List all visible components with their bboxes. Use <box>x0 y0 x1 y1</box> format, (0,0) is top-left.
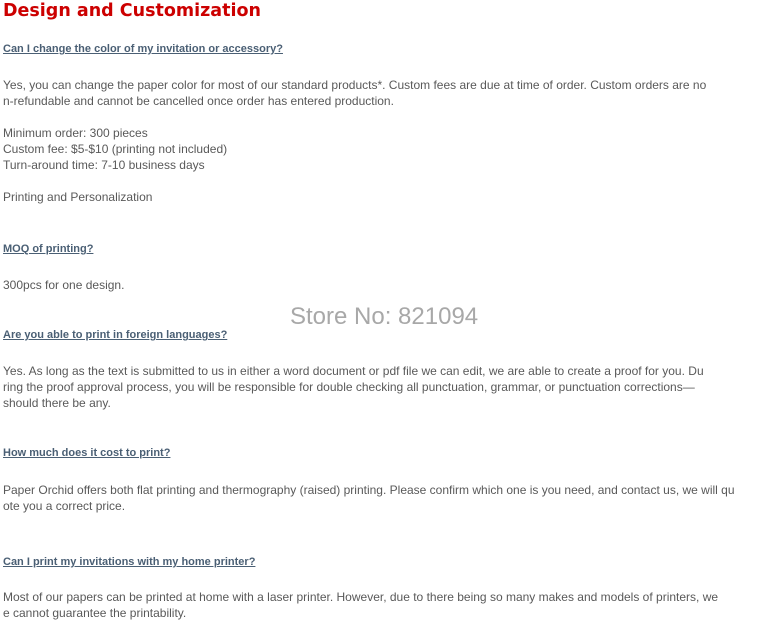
printing-personalization-text: Printing and Personalization <box>3 190 153 204</box>
faq-question-home-printer-link[interactable]: Can I print my invitations with my home printer? <box>3 556 256 568</box>
custom-fee-text: Custom fee: $5-$10 (printing not included) <box>3 142 228 156</box>
answer-line: Paper Orchid offers both flat printing and thermography (raised) printing. Please confirm which one is you need, and contact us, we will qu <box>3 483 735 497</box>
faq-question-change-color-link[interactable]: Can I change the color of my invitation or accessory? <box>3 43 283 55</box>
answer-line: Most of our papers can be printed at home with a laser printer. However, due to there being so many makes and models of printers, we <box>3 590 719 604</box>
store-watermark: Store No: 821094 <box>290 303 479 330</box>
faq-question-foreign-languages-link[interactable]: Are you able to print in foreign languages? <box>3 329 228 341</box>
answer-line: n-refundable and cannot be cancelled once order has entered production. <box>3 94 394 108</box>
faq-question-print-cost-link[interactable]: How much does it cost to print? <box>3 447 171 459</box>
answer-line: ring the proof approval process, you will be responsible for double checking all punctuation, grammar, or punctuation corrections— <box>3 380 695 394</box>
faq-answer-home-printer <box>3 589 718 621</box>
answer-line: 300pcs for one design. <box>3 278 125 292</box>
faq-answer-moq <box>3 277 124 293</box>
faq-answer-change-color <box>3 77 706 109</box>
faq-question-moq-link[interactable]: MOQ of printing? <box>3 243 94 255</box>
answer-line: Yes. As long as the text is submitted to us in either a word document or pdf file we can edit, we are able to create a proof for you. Du <box>3 364 704 378</box>
page-title: Design and Customization <box>3 1 261 21</box>
minimum-order-text: Minimum order: 300 pieces <box>3 126 148 140</box>
faq-answer-print-cost <box>3 482 735 514</box>
answer-line: e cannot guarantee the printability. <box>3 606 187 620</box>
turnaround-time-text: Turn-around time: 7-10 business days <box>3 158 205 172</box>
custom-order-details <box>3 125 227 173</box>
faq-answer-foreign-languages <box>3 363 704 411</box>
answer-line: should there be any. <box>3 396 111 410</box>
answer-line: ote you a correct price. <box>3 499 126 513</box>
answer-line: Yes, you can change the paper color for most of our standard products*. Custom fees are due at time of order. Custom orders are no <box>3 78 707 92</box>
